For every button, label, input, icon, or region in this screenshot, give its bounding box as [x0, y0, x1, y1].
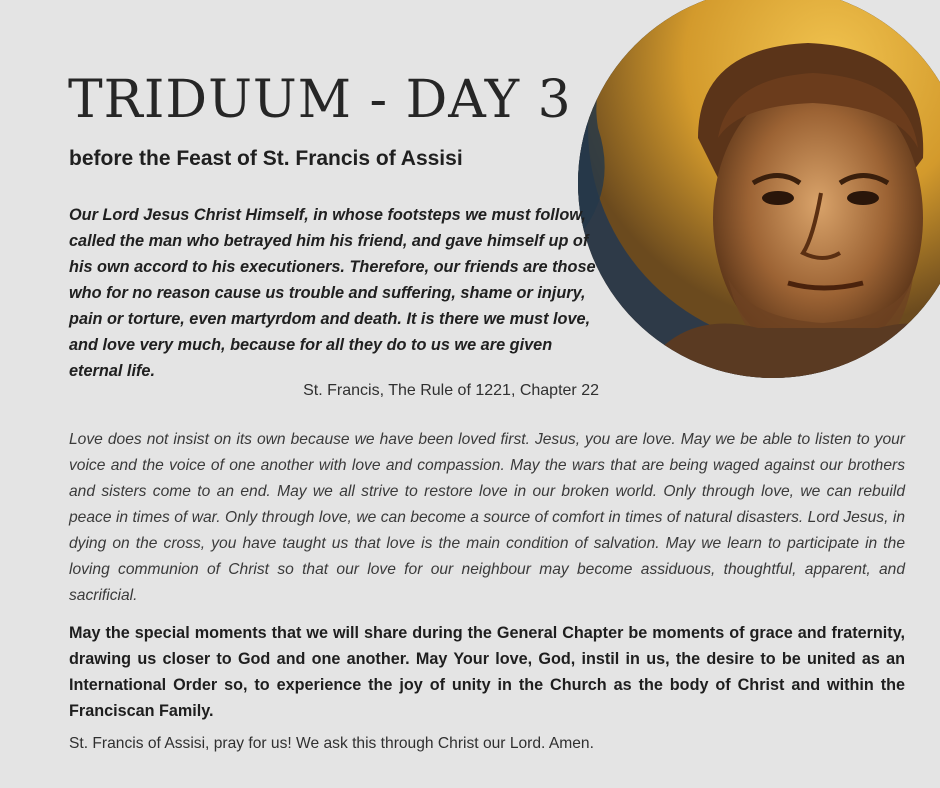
quote-citation: St. Francis, The Rule of 1221, Chapter 22 [303, 382, 599, 399]
closing-line: St. Francis of Assisi, pray for us! We ask this through Christ our Lord. Amen. [69, 735, 594, 752]
francis-quote: Our Lord Jesus Christ Himself, in whose footsteps we must follow, called the man who betrayed him his friend, and gave himself up of his own accord to his executioners. Therefore, our friends are those who for no reason cause us trouble and suffering, shame or injury, pain or torture, even martyrdom and death. It is there we must love, and love very much, because for all they do to us we are given eternal life. [69, 206, 596, 380]
prayer-paragraph: Love does not insist on its own because we have been loved first. Jesus, you are love. May we be able to listen to your voice and the voice of one another with love and compassion. May the wars that are being waged against our brothers and sisters come to an end. May we all strive to restore love in our broken world. Only through love, we can rebuild peace in times of war. Only through love, we can become a source of comfort in times of natural disasters. Lord Jesus, in dying on the cross, you have taught us that love is the main condition of salvation. May we learn to participate in the loving communion of Christ so that our love for our neighbour may become assiduous, thoughtful, apparent, and sacrificial. [69, 431, 905, 604]
page-subtitle: before the Feast of St. Francis of Assisi [69, 147, 463, 170]
st-francis-portrait [578, 0, 940, 378]
page-title: TRIDUUM - DAY 3 [68, 70, 572, 130]
petition-paragraph: May the special moments that we will share during the General Chapter be moments of grace and fraternity, drawing us closer to God and one another. May Your love, God, instil in us, the desire to be united as an International Order so, to experience the joy of unity in the Church as the body of Christ and within the Franciscan Family. [69, 624, 905, 720]
